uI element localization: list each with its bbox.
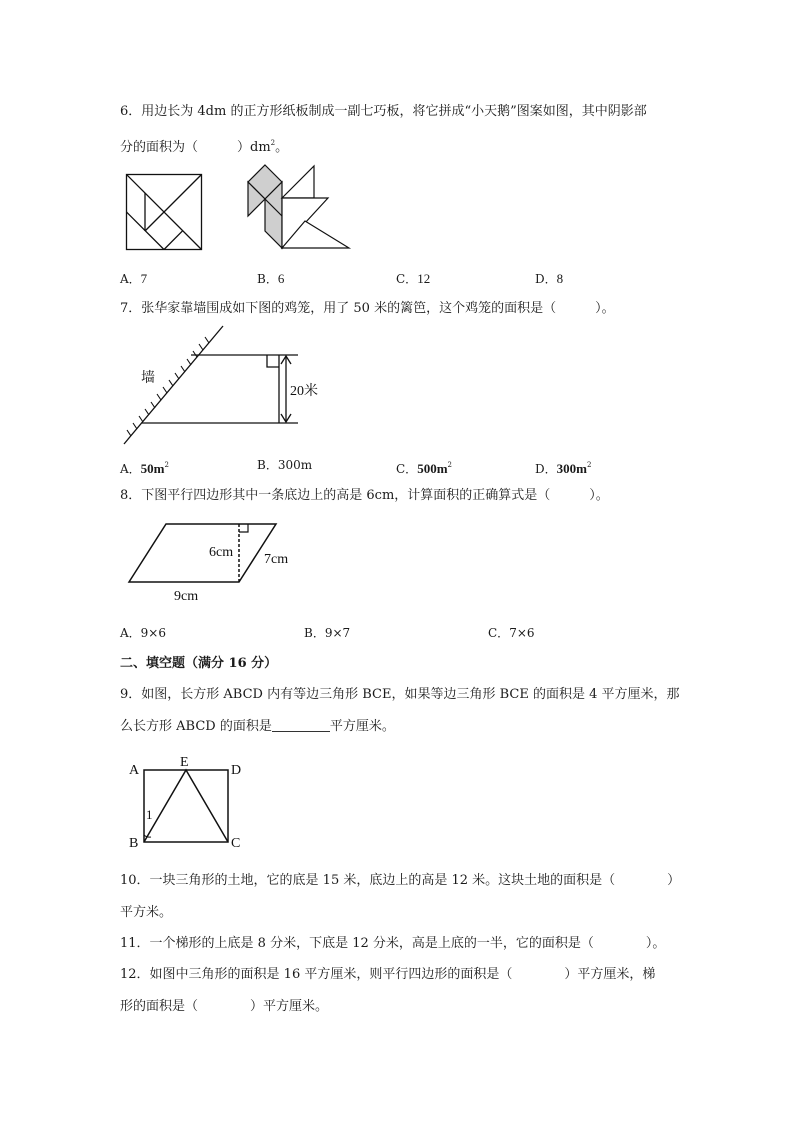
q8-text: 8．下图平行四边形其中一条底边上的高是 6cm，计算面积的正确算式是（ ）。: [120, 488, 609, 503]
wall-hatching: [127, 337, 209, 436]
label-c: C: [231, 836, 241, 851]
q7-option-a-label: A．: [120, 462, 141, 476]
height-label: 6cm: [209, 545, 234, 560]
q9-answer-blank[interactable]: [272, 719, 330, 732]
q6-line2-main: 分的面积为（ ）dm: [120, 140, 271, 155]
q7-option-b-label: B．: [257, 458, 278, 472]
q6-text-line1: 6．用边长为 4dm 的正方形纸板制成一副七巧板，将它拼成“小天鹅”图案如图，其中阴影部: [120, 104, 647, 119]
right-angle-mark: [267, 355, 279, 367]
q6-option-b-value: 6: [277, 271, 285, 286]
q7-option-c-value: 500m: [417, 461, 448, 476]
tangram-swan-figure: [248, 165, 352, 251]
tangram-square-figure: [126, 174, 202, 250]
base-label: 9cm: [174, 589, 199, 604]
q6-option-d[interactable]: [535, 271, 563, 287]
q6-option-c-label: C．: [396, 272, 418, 286]
q6-line2-end: 。: [275, 140, 289, 155]
q8-option-c-value: 7×6: [509, 626, 535, 640]
q10-text-line2: 平方米。: [120, 905, 173, 920]
q7-option-d[interactable]: [535, 457, 591, 477]
q7-option-a-value: 50m: [140, 461, 165, 476]
label-b: B: [129, 836, 139, 851]
chicken-coop-figure: [124, 326, 318, 446]
height-label: 20米: [290, 384, 318, 399]
angle-1-label: 1: [146, 807, 153, 822]
q12-text-line1: 12．如图中三角形的面积是 16 平方厘米，则平行四边形的面积是（ ）平方厘米，梯: [120, 967, 656, 982]
triangle-bce: [144, 770, 228, 842]
q7-text: 7．张华家靠墙围成如下图的鸡笼，用了 50 米的篱笆，这个鸡笼的面积是（ ）。: [120, 301, 615, 316]
q6-option-c[interactable]: [396, 271, 430, 287]
q8-option-b-label: B．: [304, 626, 325, 640]
q7-option-a[interactable]: [120, 457, 169, 477]
q9-line2-end: 平方厘米。: [329, 719, 395, 734]
q11-text: 11．一个梯形的上底是 8 分米，下底是 12 分米，高是上底的一半，它的面积是（ ）。: [120, 936, 666, 951]
wall-line: [124, 326, 223, 444]
q8-option-b-value: 9×7: [324, 626, 351, 640]
q9-text-line1: 9．如图，长方形 ABCD 内有等边三角形 BCE，如果等边三角形 BCE 的面积是 4 平方厘米，那: [120, 687, 680, 702]
q6-option-d-value: 8: [556, 271, 564, 286]
rectangle-triangle-figure: [126, 755, 256, 850]
label-a: A: [129, 763, 140, 778]
q7-option-b[interactable]: [257, 457, 312, 473]
q6-option-c-value: 12: [417, 271, 431, 286]
q8-option-c-label: C．: [488, 626, 510, 640]
label-e: E: [180, 755, 189, 770]
q8-option-a-label: A．: [120, 626, 141, 640]
parallelogram-shape: [129, 524, 276, 582]
q6-option-d-label: D．: [535, 272, 557, 286]
q7-option-d-value: 300m: [556, 461, 587, 476]
label-d: D: [231, 763, 242, 778]
q8-option-a[interactable]: [120, 625, 166, 641]
swan-wing-triangle: [282, 166, 314, 198]
q6-option-a-value: 7: [140, 271, 148, 286]
q9-line2-start: 么长方形 ABCD 的面积是: [120, 719, 272, 734]
q6-option-a-label: A．: [120, 272, 141, 286]
q7-option-c[interactable]: [396, 457, 452, 477]
section-2-title: 二、填空题（满分 16 分）: [120, 656, 278, 671]
rectangle-abcd: [144, 770, 228, 842]
q8-option-a-value: 9×6: [140, 626, 166, 640]
q6-text-line2: [120, 134, 288, 157]
q12-text-line2: 形的面积是（ ）平方厘米。: [120, 999, 329, 1014]
q6-option-a[interactable]: [120, 271, 147, 287]
q6-line2-sup: 2: [270, 139, 276, 147]
q6-option-b-label: B．: [257, 272, 278, 286]
q8-option-b[interactable]: [304, 625, 350, 641]
wall-label: 墙: [141, 371, 155, 386]
side-label: 7cm: [264, 552, 289, 567]
q10-text-line1: 10．一块三角形的土地，它的底是 15 米，底边上的高是 12 米。这块土地的面积是（ ）: [120, 873, 681, 888]
q9-text-line2: [120, 718, 395, 736]
q7-option-d-sup: 2: [586, 461, 592, 469]
q8-option-c[interactable]: [488, 625, 535, 641]
q6-option-b[interactable]: [257, 271, 284, 287]
right-angle-mark: [239, 524, 248, 532]
parallelogram-figure: [126, 520, 296, 605]
q7-option-c-sup: 2: [447, 461, 452, 469]
q7-option-a-sup: 2: [164, 461, 169, 469]
q7-option-b-value: 300m: [277, 458, 313, 472]
q7-option-c-label: C．: [396, 462, 418, 476]
q7-option-d-label: D．: [535, 462, 557, 476]
